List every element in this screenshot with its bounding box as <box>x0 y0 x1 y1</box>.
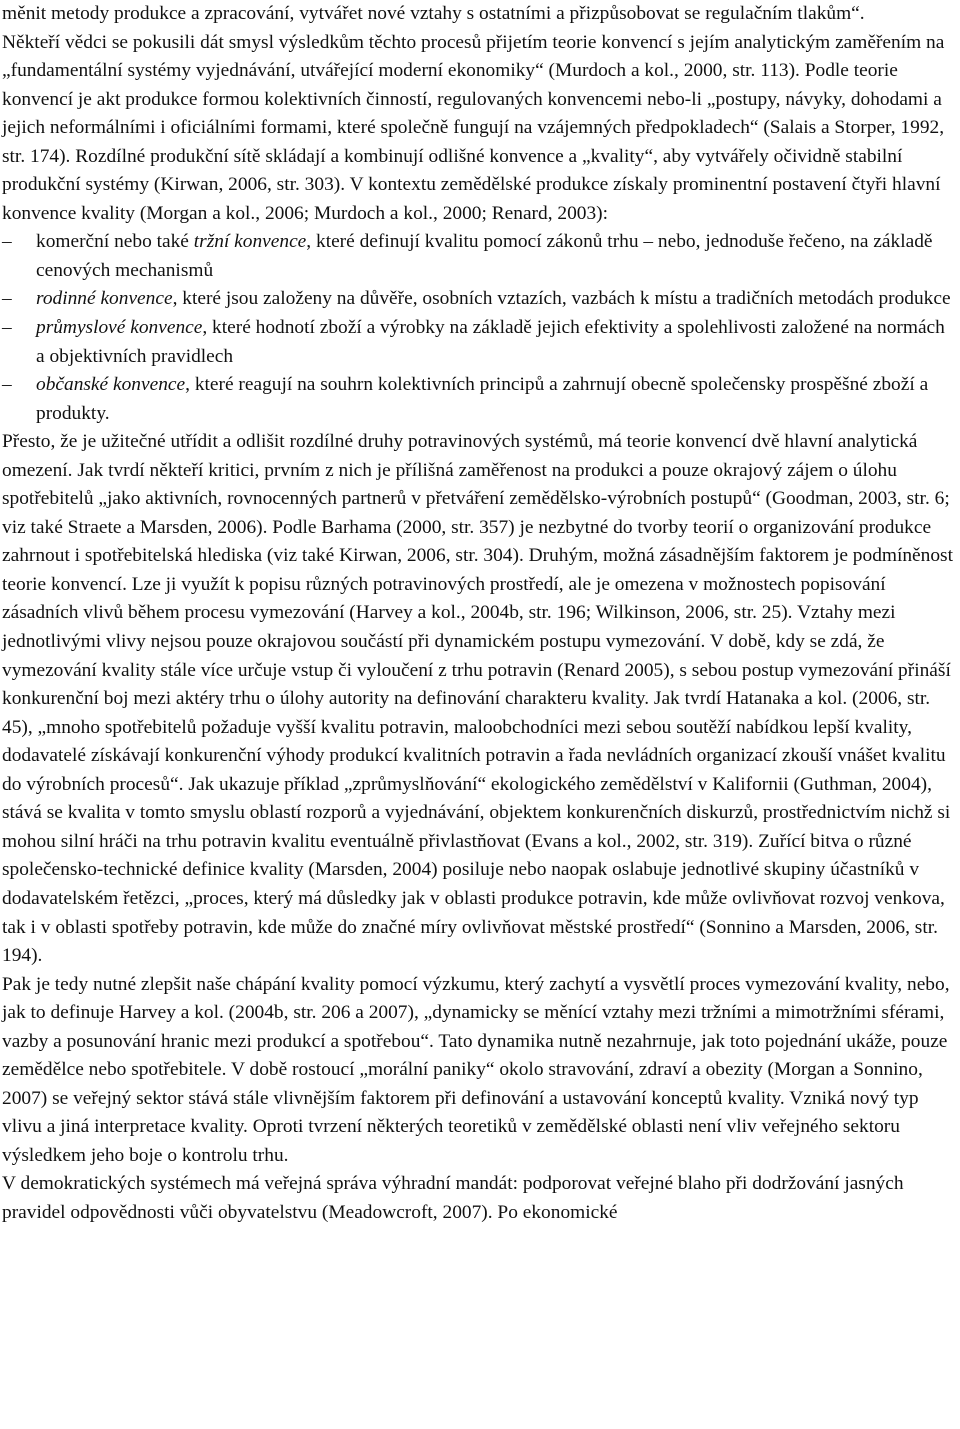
list-item-text-pre: komerční nebo také <box>36 231 194 253</box>
list-item-term: tržní konvence <box>193 231 307 253</box>
list-item-term: rodinné konvence <box>36 288 173 310</box>
dash-bullet: – <box>2 231 12 253</box>
list-item <box>2 228 956 285</box>
list-item-text-post: , které reagují na souhrn kolektivních principů a zahrnují obecně společensky prospěšné zboží a produkty. <box>36 374 929 424</box>
dash-bullet: – <box>2 374 12 396</box>
paragraph-5: V demokratických systémech má veřejná správa výhradní mandát: podporovat veřejné blaho při dodržování jasných pravidel odpovědnosti vůči obyvatelstvu (Meadowcroft, 2007). Po ekonomické <box>2 1173 904 1223</box>
list-item-text-post: , které hodnotí zboží a výrobky na základě jejich efektivity a spolehlivosti založené na normách a objektivních pravidlech <box>36 317 945 367</box>
dash-bullet: – <box>2 317 12 339</box>
conventions-list <box>2 228 956 428</box>
dash-bullet: – <box>2 288 12 310</box>
list-item-text-post: , které jsou založeny na důvěře, osobních vztazích, vazbách k místu a tradičních metodách produkce <box>172 288 951 310</box>
list-item <box>2 371 956 428</box>
list-item <box>2 285 956 314</box>
paragraph-4: Pak je tedy nutné zlepšit naše chápání kvality pomocí výzkumu, který zachytí a vysvětlí proces vymezování kvality, nebo, jak to definuje Harvey a kol. (2004b, str. 206 a 2007), „dynamicky se měnící vztahy mezi tržními a mimotržními sférami, vazby a posunování hranic mezi produkcí a spotřebou“. Tato dynamika nutně nezahrnuje, jak toto pojednání ukáže, pouze zemědělce nebo spotřebitele. V době rostoucí „morální paniky“ okolo stravování, zdraví a obezity (Morgan a Sonnino, 2007) se veřejný sektor stává stále vlivnějším faktorem při definování a ustavování konceptů kvality. Vzniká nový typ vlivu a jiná interpretace kvality. Oproti tvrzení některých teoretiků v zemědělské oblasti není vliv veřejného sektoru výsledkem jeho boje o kontrolu trhu. <box>2 973 950 1166</box>
list-item-term: průmyslové konvence <box>36 317 203 339</box>
list-item-term: občanské konvence <box>36 374 186 396</box>
paragraph-1: měnit metody produkce a zpracování, vytvářet nové vztahy s ostatními a přizpůsobovat se regulačním tlakům“. <box>2 3 865 24</box>
paragraph-3: Přesto, že je užitečné utřídit a odlišit rozdílné druhy potravinových systémů, má teorie konvencí dvě hlavní analytická omezení. Jak tvrdí někteří kritici, prvním z nich je přílišná zaměřenost na produkci a pouze okrajový zájem o úlohu spotřebitelů „jako aktivních, rovnocenných partnerů v přetváření zemědělsko-výrobních postupů“ (Goodman, 2003, str. 6; viz také Straete a Marsden, 2006). Podle Barhama (2000, str. 357) je nezbytné do tvorby teorií o organizování produkce zahrnout i spotřebitelská hlediska (viz také Kirwan, 2006, str. 304). Druhým, možná zásadnějším faktorem je podmíněnost teorie konvencí. Lze ji využít k popisu různých potravinových prostředí, ale je omezena v možnostech popisování zásadních vlivů během procesu vymezování (Harvey a kol., 2004b, str. 196; Wilkinson, 2006, str. 25). Vztahy mezi jednotlivými vlivy nejsou pouze okrajovou součástí při dynamickém postupu vymezování. V době, kdy se zdá, že vymezování kvality stále více určuje vstup či vyloučení z trhu potravin (Renard 2005), s sebou postup vymezování přináší konkurenční boj mezi aktéry trhu o úlohy autority na definování charakteru kvality. Jak tvrdí Hatanaka a kol. (2006, str. 45), „mnoho spotřebitelů požaduje vyšší kvalitu potravin, maloobchodníci mezi sebou soutěží nabídkou lepší kvality, dodavatelé získávají konkurenční výhody produkcí kvalitních potravin a řada nevládních organizací zkouší vnášet kvalitu do výrobních procesů“. Jak ukazuje příklad „zprůmyslňování“ ekologického zemědělství v Kalifornii (Guthman, 2004), stává se kvalita v tomto smyslu oblastí rozporů a vyjednávání, objektem konkurenčních diskurzů, prostřednictvím nichž si mohou silní hráči na trhu potravin kvalitu eventuálně přivlastňovat (Evans a kol., 2002, str. 319). Zuřící bitva o různé společensko-technické definice kvality (Marsden, 2004) posiluje nebo naopak oslabuje jednotlivé skupiny účastníků v dodavatelském řetězci, „proces, který má důsledky jak v oblasti produkce potravin, kde může ovlivňovat rozvoj venkova, tak i v oblasti spotřeby potravin, kde může do značné míry ovlivňovat městské prostředí“ (Sonnino a Marsden, 2006, str. 194). <box>2 431 953 967</box>
paragraph-2: Někteří vědci se pokusili dát smysl výsledkům těchto procesů přijetím teorie konvencí s jejím analytickým zaměřením na „fundamentální systémy vyjednávání, utvářející moderní ekonomiky“ (Murdoch a kol., 2000, str. 113). Podle teorie konvencí je akt produkce formou kolektivních činností, regulovaných konvencemi nebo-li „postupy, návyky, dohodami a jejich neformálními i oficiálními formami, které společně fungují na vzájemných předpokladech“ (Salais a Storper, 1992, str. 174). Rozdílné produkční sítě skládají a kombinují odlišné konvence a „kvality“, aby vytvářely očividně stabilní produkční systémy (Kirwan, 2006, str. 303). V kontextu zemědělské produkce získaly prominentní postavení čtyři hlavní konvence kvality (Morgan a kol., 2006; Murdoch a kol., 2000; Renard, 2003): <box>2 31 945 224</box>
document-page <box>2 0 956 1228</box>
list-item <box>2 314 956 371</box>
list-item-text-post: , které definují kvalitu pomocí zákonů trhu – nebo, jednoduše řečeno, na základě cenových mechanismů <box>36 231 933 281</box>
